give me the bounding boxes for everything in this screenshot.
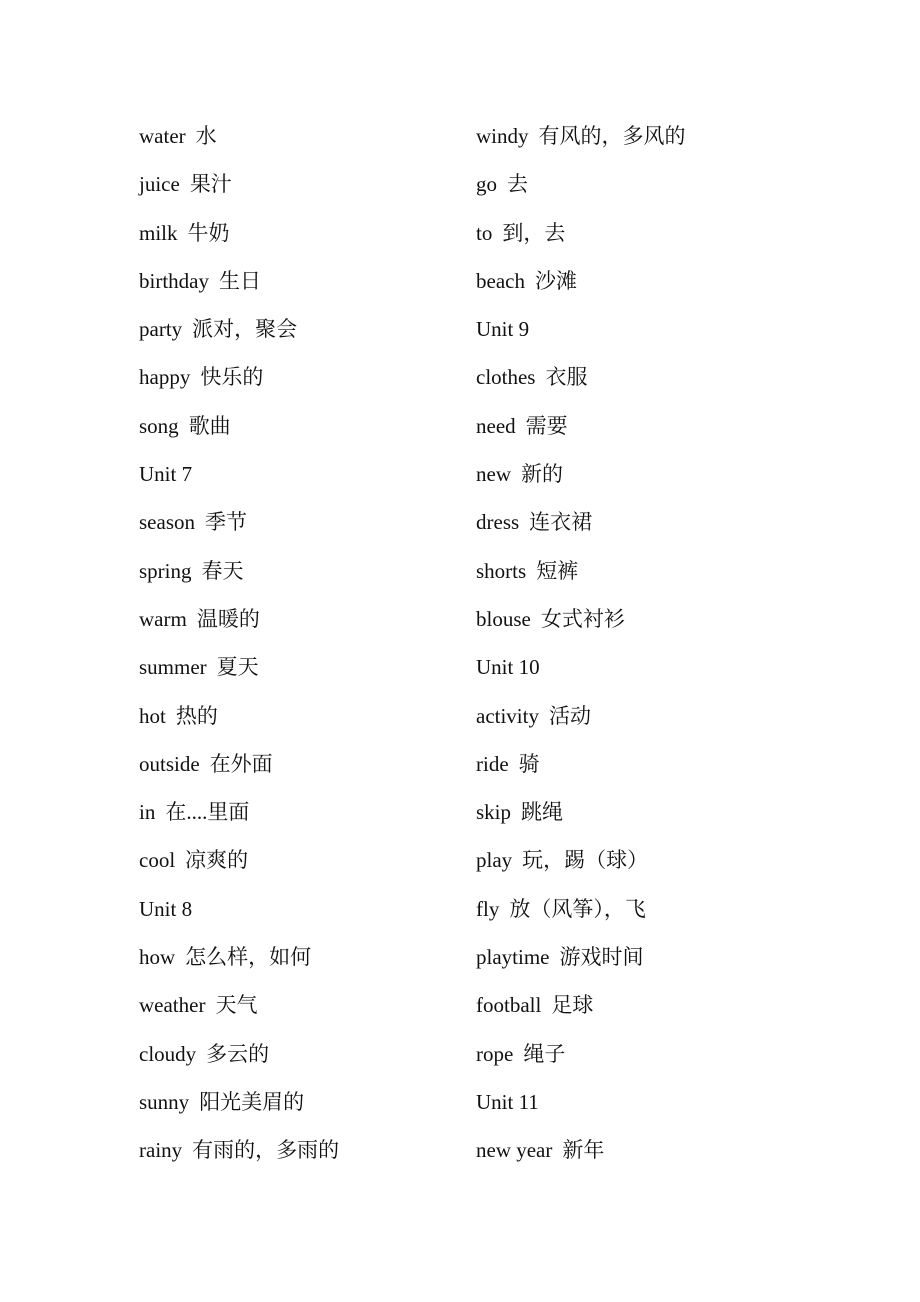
english-word: season	[139, 510, 195, 535]
english-word: sunny	[139, 1089, 190, 1114]
vocabulary-entry	[476, 112, 836, 160]
unit-label: Unit 10	[476, 655, 540, 680]
chinese-meaning: 热的	[175, 703, 218, 728]
vocabulary-entry	[476, 547, 836, 595]
chinese-meaning: 有雨的，多雨的	[192, 1138, 340, 1163]
english-word: warm	[139, 606, 187, 631]
vocabulary-entry	[139, 353, 499, 401]
vocabulary-entry	[139, 643, 499, 691]
unit-heading	[139, 450, 499, 498]
chinese-meaning: 短裤	[536, 558, 579, 583]
vocabulary-entry	[476, 933, 836, 981]
chinese-meaning: 需要	[525, 413, 568, 438]
english-word: activity	[476, 703, 539, 728]
english-word: water	[139, 124, 186, 148]
chinese-meaning: 歌曲	[188, 413, 231, 438]
vocabulary-entry	[139, 257, 499, 305]
vocabulary-entry	[476, 740, 836, 788]
english-word: clothes	[476, 365, 536, 390]
vocabulary-entry	[476, 1126, 836, 1174]
chinese-meaning: 骑	[518, 751, 540, 776]
vocabulary-entry	[139, 933, 499, 981]
unit-heading	[476, 305, 836, 353]
chinese-meaning: 牛奶	[187, 220, 230, 245]
chinese-meaning: 女式衬衫	[540, 606, 625, 631]
english-word: in	[139, 800, 156, 825]
english-word: summer	[139, 655, 207, 680]
vocabulary-entry	[476, 981, 836, 1029]
english-word: blouse	[476, 606, 531, 631]
chinese-meaning: 足球	[551, 993, 594, 1018]
vocabulary-entry	[139, 595, 499, 643]
vocabulary-entry	[139, 160, 499, 208]
vocabulary-entry	[139, 547, 499, 595]
vocabulary-entry	[139, 1126, 499, 1174]
english-word: hot	[139, 703, 166, 728]
english-word: party	[139, 317, 183, 342]
english-word: cloudy	[139, 1041, 197, 1066]
english-word: to	[476, 220, 493, 245]
chinese-meaning: 游戏时间	[559, 945, 644, 970]
chinese-meaning: 绳子	[523, 1041, 566, 1066]
chinese-meaning: 夏天	[216, 655, 259, 680]
vocabulary-entry	[476, 257, 836, 305]
english-word: fly	[476, 896, 500, 921]
english-word: rainy	[139, 1138, 183, 1163]
chinese-meaning: 玩，踢（球）	[522, 848, 649, 873]
unit-heading	[476, 643, 836, 691]
vocabulary-column-right	[476, 112, 836, 1175]
chinese-meaning: 放（风筝），飞	[509, 896, 646, 921]
chinese-meaning: 跳绳	[521, 800, 564, 825]
vocabulary-entry	[139, 981, 499, 1029]
english-word: shorts	[476, 558, 527, 583]
vocabulary-entry	[139, 836, 499, 884]
unit-label: Unit 7	[139, 462, 193, 487]
chinese-meaning: 果汁	[189, 172, 232, 197]
unit-heading	[139, 885, 499, 933]
english-word: skip	[476, 800, 512, 825]
vocabulary-entry	[139, 788, 499, 836]
chinese-meaning: 怎么样，如何	[185, 945, 312, 970]
chinese-meaning: 有风的，多风的	[538, 124, 686, 148]
vocabulary-entry	[476, 353, 836, 401]
english-word: rope	[476, 1041, 514, 1066]
chinese-meaning: 春天	[201, 558, 244, 583]
chinese-meaning: 沙滩	[534, 268, 577, 293]
chinese-meaning: 快乐的	[200, 365, 264, 390]
unit-label: Unit 11	[476, 1089, 539, 1114]
chinese-meaning: 在....里面	[165, 800, 250, 825]
english-word: spring	[139, 558, 192, 583]
english-word: ride	[476, 751, 509, 776]
english-word: new year	[476, 1138, 553, 1163]
vocabulary-entry	[139, 305, 499, 353]
vocabulary-entry	[139, 402, 499, 450]
chinese-meaning: 温暖的	[196, 606, 260, 631]
english-word: windy	[476, 124, 529, 148]
english-word: birthday	[139, 268, 209, 293]
english-word: how	[139, 945, 176, 970]
vocabulary-entry	[139, 209, 499, 257]
vocabulary-entry	[139, 1030, 499, 1078]
vocabulary-entry	[476, 1030, 836, 1078]
chinese-meaning: 凉爽的	[185, 848, 249, 873]
english-word: playtime	[476, 945, 550, 970]
chinese-meaning: 阳光美眉的	[199, 1089, 305, 1114]
english-word: milk	[139, 220, 178, 245]
english-word: new	[476, 462, 511, 487]
english-word: need	[476, 413, 516, 438]
vocabulary-column-left	[139, 112, 499, 1175]
english-word: song	[139, 413, 179, 438]
english-word: go	[476, 172, 497, 197]
english-word: play	[476, 848, 513, 873]
vocabulary-entry	[139, 1078, 499, 1126]
chinese-meaning: 水	[195, 124, 217, 148]
vocabulary-entry	[139, 692, 499, 740]
english-word: juice	[139, 172, 180, 197]
vocabulary-entry	[476, 885, 836, 933]
unit-label: Unit 9	[476, 317, 530, 342]
chinese-meaning: 生日	[218, 268, 261, 293]
vocabulary-entry	[476, 209, 836, 257]
chinese-meaning: 多云的	[206, 1041, 270, 1066]
chinese-meaning: 新的	[521, 462, 563, 487]
vocabulary-entry	[476, 402, 836, 450]
english-word: cool	[139, 848, 176, 873]
vocabulary-entry	[139, 498, 499, 546]
unit-heading	[476, 1078, 836, 1126]
vocabulary-entry	[476, 160, 836, 208]
chinese-meaning: 在外面	[209, 751, 273, 776]
chinese-meaning: 新年	[562, 1138, 605, 1163]
chinese-meaning: 季节	[205, 510, 247, 535]
english-word: weather	[139, 993, 206, 1018]
english-word: dress	[476, 510, 520, 535]
vocabulary-entry	[476, 498, 836, 546]
unit-label: Unit 8	[139, 896, 193, 921]
english-word: happy	[139, 365, 191, 390]
vocabulary-entry	[476, 788, 836, 836]
english-word: outside	[139, 751, 200, 776]
vocabulary-entry	[476, 836, 836, 884]
vocabulary-entry	[476, 450, 836, 498]
english-word: beach	[476, 268, 525, 293]
vocabulary-entry	[476, 692, 836, 740]
vocabulary-entry	[139, 112, 499, 160]
vocabulary-entry	[139, 740, 499, 788]
chinese-meaning: 派对，聚会	[192, 317, 298, 342]
chinese-meaning: 到，去	[502, 220, 566, 245]
vocabulary-entry	[476, 595, 836, 643]
chinese-meaning: 连衣裙	[529, 510, 593, 535]
chinese-meaning: 去	[507, 172, 528, 197]
english-word: football	[476, 993, 542, 1018]
chinese-meaning: 活动	[548, 703, 591, 728]
chinese-meaning: 衣服	[545, 365, 588, 390]
chinese-meaning: 天气	[215, 993, 258, 1018]
